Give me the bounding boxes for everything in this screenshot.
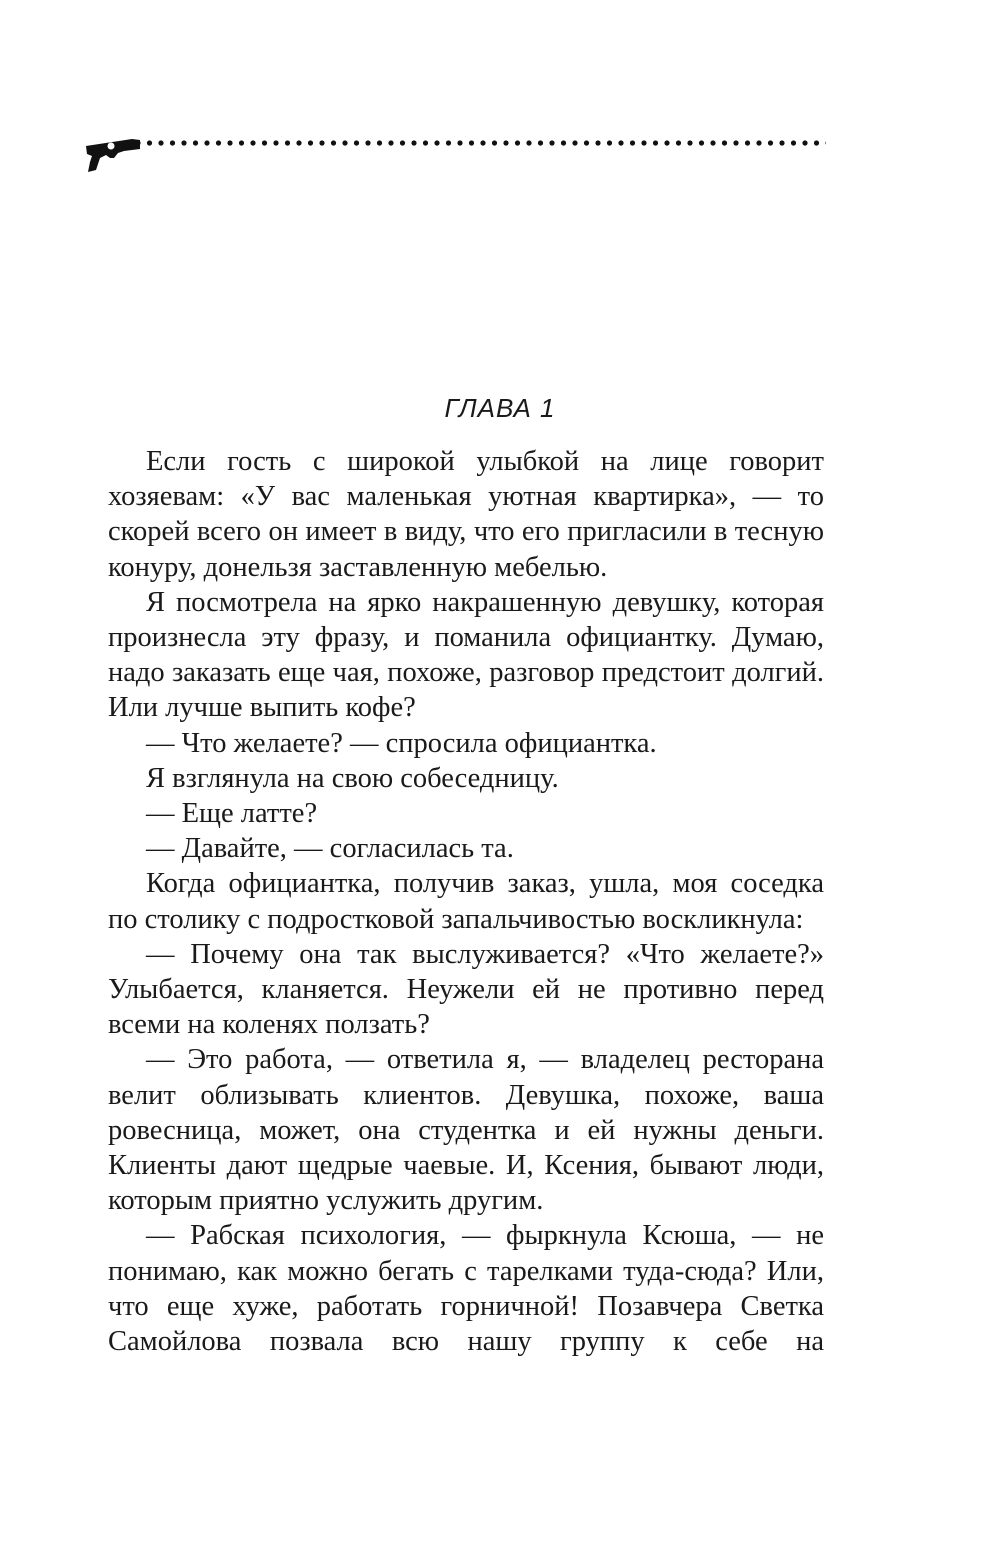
paragraph: — Это работа, — ответила я, — владелец ресторана велит облизывать клиентов. Девушка, похоже, ваша ровесница, может, она студентка и ей нужны деньги. Клиенты дают щедрые чаевые. И, Ксения, бывают люди, которым приятно услужить другим.: [108, 1044, 824, 1217]
paragraph: Я посмотрела на ярко накрашенную девушку, которая произнесла эту фразу, и поманила официантку. Думаю, надо заказать еще чая, похоже, разговор предстоит долгий. Или лучше выпить кофе?: [108, 586, 824, 724]
chapter-title: ГЛАВА 1: [444, 393, 556, 423]
paragraph: — Еще латте?: [146, 798, 318, 830]
paragraph: — Почему она так выслуживается? «Что желаете?» Улыбается, кланяется. Неужели ей не противно перед всеми на коленях ползать?: [108, 938, 824, 1041]
dotted-separator: [134, 138, 826, 148]
paragraph: Я взглянула на свою собеседницу.: [146, 762, 559, 794]
chapter-text: [108, 444, 824, 1359]
header-ornament: [84, 130, 826, 176]
paragraph: — Давайте, — согласилась та.: [146, 833, 514, 865]
paragraph: — Что желаете? — спросила официантка.: [146, 727, 657, 759]
paragraph: Когда официантка, получив заказ, ушла, моя соседка по столику с подростковой запальчивостью воскликнула:: [108, 868, 824, 935]
paragraph: Если гость с широкой улыбкой на лице говорит хозяевам: «У вас маленькая уютная квартирка», — то скорей всего он имеет в виду, что его пригласили в тесную конуру, донельзя заставленную мебелью.: [108, 446, 824, 583]
paragraph: — Рабская психология, — фыркнула Ксюша, — не понимаю, как можно бегать с тарелками туда-сюда? Или, что еще хуже, работать горничной! Позавчера Светка Самойлова позвала всю нашу группу к себе на: [108, 1220, 824, 1358]
